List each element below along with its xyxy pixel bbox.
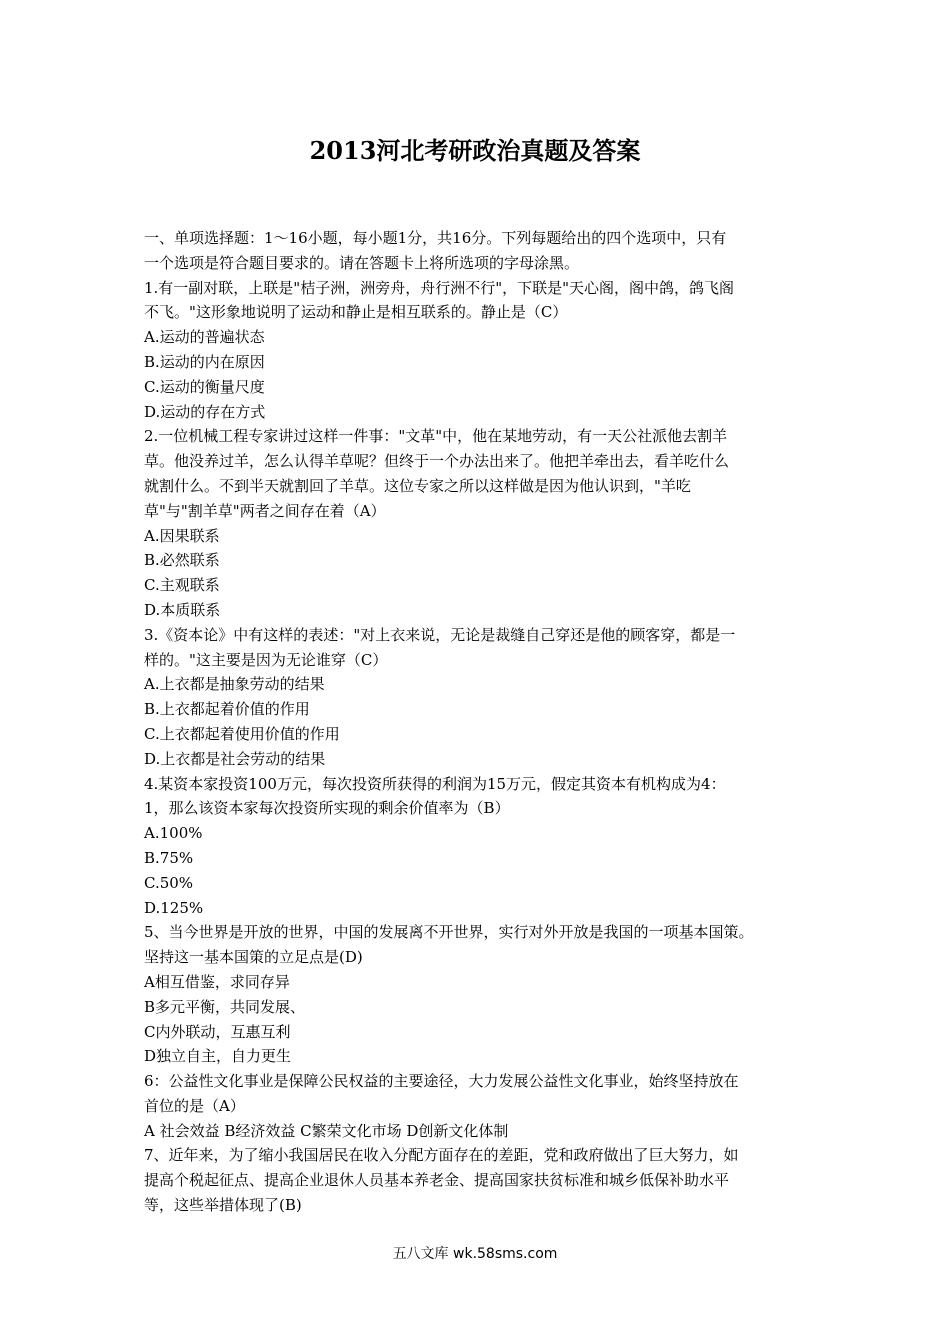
text-line: D.运动的存在方式 <box>144 402 266 421</box>
text-line: D.125% <box>144 898 204 917</box>
text-line: 等，这些举措体现了(B) <box>144 1196 302 1215</box>
text-line: A 社会效益 B经济效益 C繁荣文化市场 D创新文化体制 <box>144 1121 509 1140</box>
text-line: C.主观联系 <box>144 576 220 595</box>
text-line: 4.某资本家投资100万元，每次投资所获得的利润为15万元，假定其资本有机构成为4： <box>144 774 726 793</box>
text-line: 7、近年来，为了缩小我国居民在收入分配方面存在的差距，党和政府做出了巨大努力，如 <box>144 1146 739 1165</box>
text-line: D.本质联系 <box>144 600 221 619</box>
text-line: B.运动的内在原因 <box>144 352 265 371</box>
page-title: 2013河北考研政治真题及答案 <box>309 136 641 165</box>
text-line: 一、单项选择题：1～16小题，每小题1分，共16分。下列每题给出的四个选项中，只有 <box>144 229 727 247</box>
text-line: 草。他没养过羊，怎么认得羊草呢？但终于一个办法出来了。他把羊牵出去，看羊吃什么 <box>144 452 730 471</box>
text-line: 不飞。"这形象地说明了运动和静止是相互联系的。静止是（C） <box>144 303 568 322</box>
text-line: 5、当今世界是开放的世界，中国的发展离不开世界，实行对外开放是我国的一项基本国策。 <box>144 923 754 942</box>
text-line: C.上衣都起着使用价值的作用 <box>144 724 340 743</box>
text-line: 样的。"这主要是因为无论谁穿（C） <box>144 650 388 669</box>
text-line: 一个选项是符合题目要求的。请在答题卡上将所选项的字母涂黑。 <box>144 253 580 272</box>
text-line: 6：公益性文化事业是保障公民权益的主要途径，大力发展公益性文化事业，始终坚持放在 <box>144 1072 739 1091</box>
text-line: B.75% <box>144 848 194 867</box>
text-line: 1，那么该资本家每次投资所实现的剩余价值率为（B） <box>144 799 510 818</box>
text-line: B多元平衡，共同发展、 <box>144 997 306 1016</box>
text-line: 3.《资本论》中有这样的表述："对上衣来说，无论是裁缝自己穿还是他的顾客穿，都是一 <box>144 625 736 644</box>
text-line: D.上衣都是社会劳动的结果 <box>144 749 326 768</box>
text-line: B.必然联系 <box>144 551 220 570</box>
text-line: A相互借鉴，求同存异 <box>144 972 290 991</box>
document-body <box>144 226 814 1218</box>
text-line: 1.有一副对联，上联是"桔子洲，洲旁舟，舟行洲不行"，下联是"天心阁，阁中鸽，鸽飞阁 <box>144 278 735 297</box>
text-line: 首位的是（A） <box>144 1096 245 1115</box>
text-line: 2.一位机械工程专家讲过这样一件事："文革"中，他在某地劳动，有一天公社派他去割羊 <box>144 427 728 446</box>
text-line: C内外联动，互惠互利 <box>144 1022 291 1041</box>
page-footer: 五八文库 wk.58sms.com <box>392 1246 558 1262</box>
text-line: A.运动的普遍状态 <box>144 328 265 347</box>
text-line: D独立自主，自力更生 <box>144 1047 292 1066</box>
text-line: A.因果联系 <box>144 526 220 545</box>
text-line: 提高个税起征点、提高企业退休人员基本养老金、提高国家扶贫标准和城乡低保补助水平 <box>144 1171 730 1190</box>
text-line: 就割什么。不到半天就割回了羊草。这位专家之所以这样做是因为他认识到，"羊吃 <box>144 476 691 495</box>
text-line: 坚持这一基本国策的立足点是(D) <box>144 948 363 967</box>
text-line: A.100% <box>144 824 203 843</box>
text-line: C.50% <box>144 873 194 892</box>
text-line: C.运动的衡量尺度 <box>144 377 265 396</box>
text-line: B.上衣都起着价值的作用 <box>144 700 310 719</box>
text-line: 草"与"割羊草"两者之间存在着（A） <box>144 501 386 520</box>
text-line: A.上衣都是抽象劳动的结果 <box>144 675 325 694</box>
